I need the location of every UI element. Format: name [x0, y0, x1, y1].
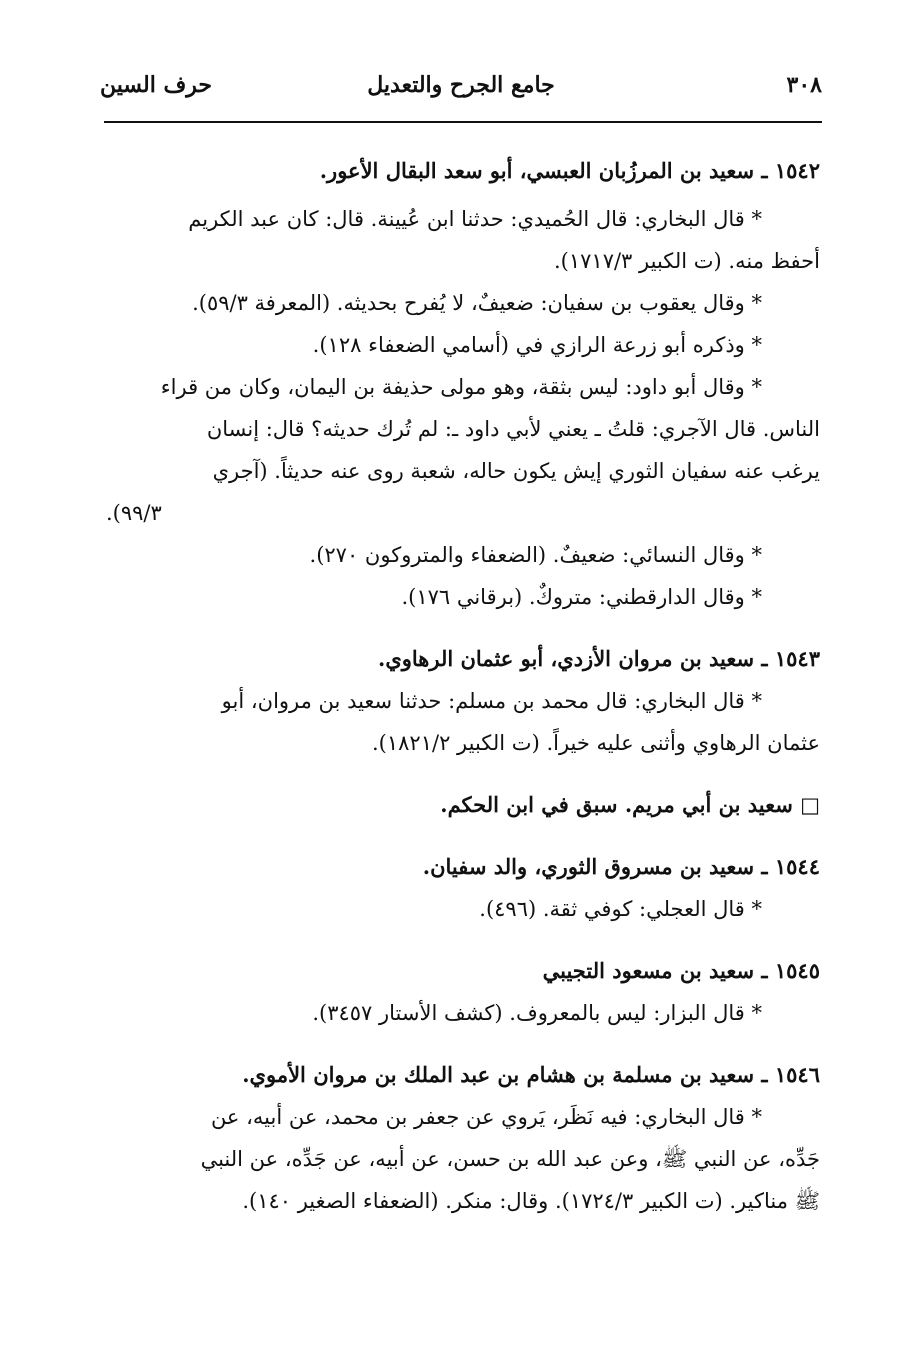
- entry-heading-1546: ١٥٤٦ ـ سعيد بن مسلمة بن هشام بن عبد الملك بن مروان الأموي.: [242, 1062, 820, 1087]
- cross-reference-heading: □ سعيد بن أبي مريم. سبق في ابن الحكم.: [440, 792, 820, 817]
- entry-line: * وقال أبو داود: ليس بثقة، وهو مولى حذيفة بن اليمان، وكان من قراء: [160, 375, 762, 399]
- entry-line: أحفظ منه. (ت الكبير ١٧١٧/٣).: [553, 249, 820, 273]
- entry-heading-1545: ١٥٤٥ ـ سعيد بن مسعود التجيبي: [542, 958, 820, 983]
- entry-heading-1542: ١٥٤٢ ـ سعيد بن المرزُبان العبسي، أبو سعد البقال الأعور.: [319, 158, 820, 183]
- page-body: [106, 150, 820, 1222]
- entry-line: ﷺ مناكير. (ت الكبير ١٧٢٤/٣). وقال: منكر. (الضعفاء الصغير ١٤٠).: [242, 1189, 820, 1213]
- entry-line: * وقال يعقوب بن سفيان: ضعيفٌ، لا يُفرح بحديثه. (المعرفة ٥٩/٣).: [192, 291, 762, 315]
- entry-line: الناس. قال الآجري: قلتُ ـ يعني لأبي داود ـ: لم تُرك حديثه؟ قال: إنسان: [206, 417, 820, 441]
- entry-line: * وقال الدارقطني: متروكٌ. (برقاني ١٧٦).: [401, 585, 762, 609]
- entry-heading-1543: ١٥٤٣ ـ سعيد بن مروان الأزدي، أبو عثمان الرهاوي.: [378, 646, 820, 671]
- book-title: جامع الجرح والتعديل: [367, 72, 555, 98]
- header-rule: [104, 121, 822, 123]
- entry-line: يرغب عنه سفيان الثوري إيش يكون حاله، شعبة روى عنه حديثاً. (آجري: [212, 459, 820, 483]
- entry-heading-1544: ١٥٤٤ ـ سعيد بن مسروق الثوري، والد سفيان.: [422, 854, 820, 879]
- page-header: [100, 72, 822, 106]
- entry-line: جَدِّه، عن النبي ﷺ، وعن عبد الله بن حسن، عن أبيه، عن جَدِّه، عن النبي: [200, 1147, 820, 1171]
- entry-line: * قال البزار: ليس بالمعروف. (كشف الأستار ٣٤٥٧).: [312, 1001, 762, 1025]
- entry-line: * وقال النسائي: ضعيفٌ. (الضعفاء والمتروكون ٢٧٠).: [309, 543, 762, 567]
- section-title: حرف السين: [100, 72, 213, 98]
- entry-line: عثمان الرهاوي وأثنى عليه خيراً. (ت الكبير ١٨٢١/٢).: [372, 731, 820, 755]
- entry-line: * قال العجلي: كوفي ثقة. (٤٩٦).: [479, 897, 762, 921]
- entry-line: * قال البخاري: قال محمد بن مسلم: حدثنا سعيد بن مروان، أبو: [221, 689, 762, 713]
- entry-line: ٩٩/٣).: [106, 501, 162, 525]
- entry-line: * قال البخاري: قال الحُميدي: حدثنا ابن عُيينة. قال: كان عبد الكريم: [188, 207, 762, 231]
- entry-line: * وذكره أبو زرعة الرازي في (أسامي الضعفاء ١٢٨).: [312, 333, 762, 357]
- entry-line: * قال البخاري: فيه نَظَر، يَروي عن جعفر بن محمد، عن أبيه، عن: [210, 1105, 762, 1129]
- page-number: ٣٠٨: [786, 72, 822, 98]
